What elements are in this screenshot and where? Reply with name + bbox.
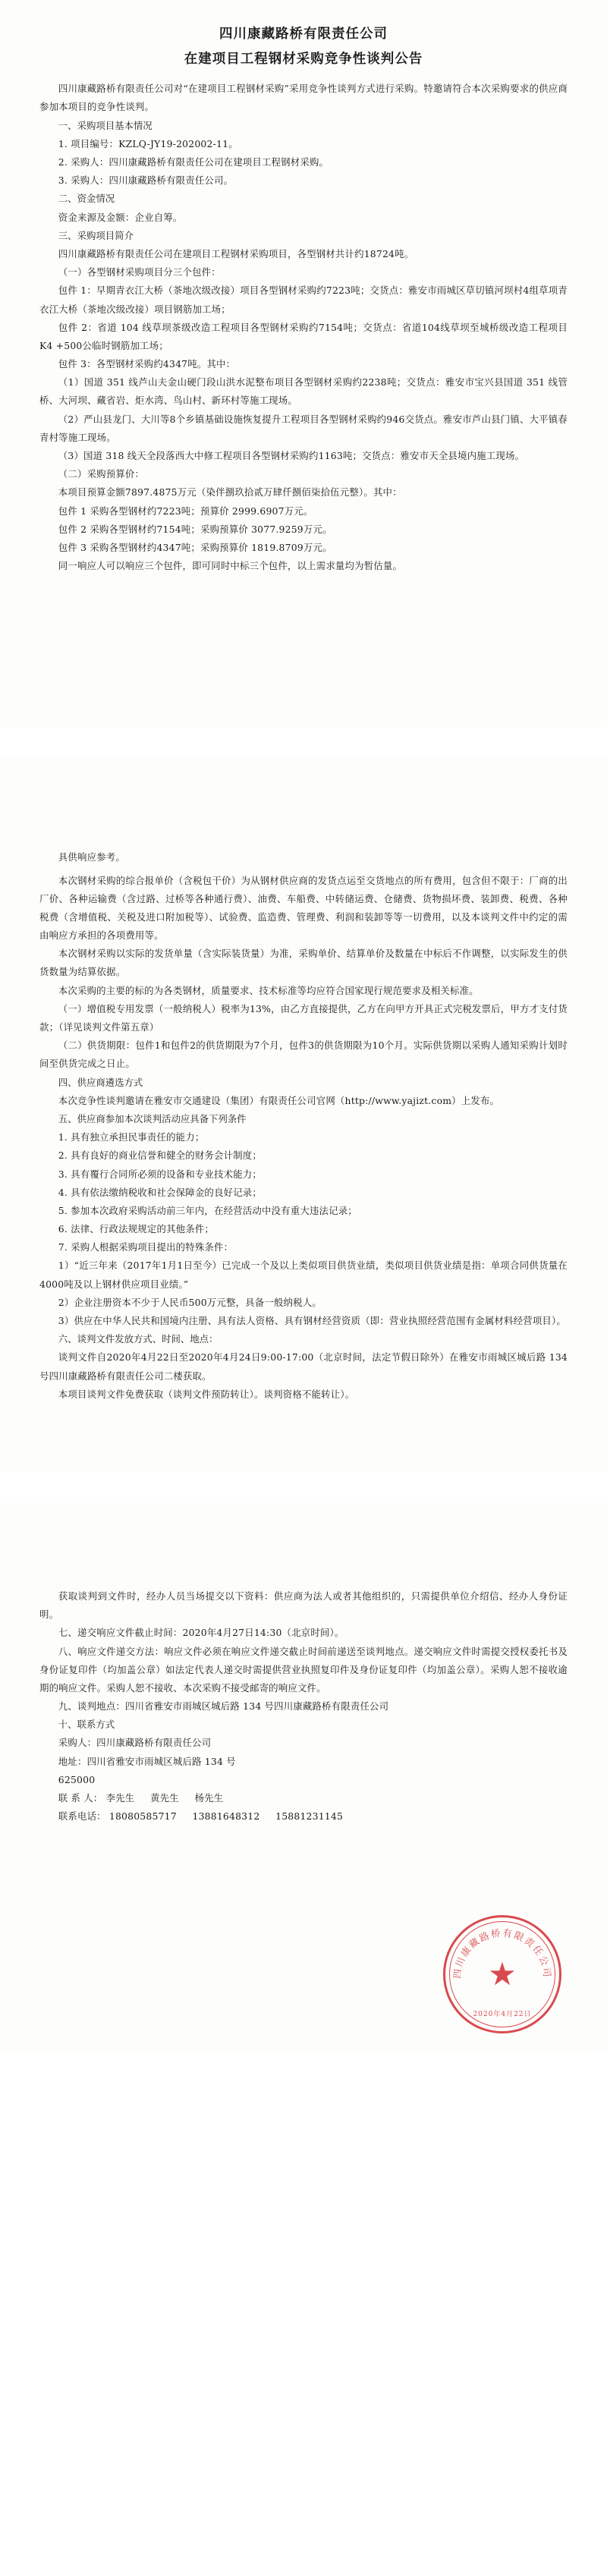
contact-name: 杨先生 (194, 1792, 224, 1804)
section-1-item: 3. 采购人：四川康藏路桥有限责任公司。 (58, 175, 234, 187)
section-7-deadline-value: 2020年4月27日14:30（北京时间）。 (182, 1627, 344, 1639)
phones-row (39, 1807, 568, 1826)
phone-number: 13881648312 (192, 1810, 260, 1823)
seal-top-text: 四川康藏路桥有限责任公司 (451, 1927, 554, 1980)
section-8-text: 响应文件必须在响应文件递交截止时间前递送至谈判地点。递交响应文件时需提交授权委托书及身份证复印件（均加盖公章）如法定代表人递交时需提供营业执照复印件及身份证复印件（均加盖公章）。采购人恕不接收逾期的响应文件。采购人恕不接收、本次采购不接受邮寄的响应文件。 (39, 1645, 568, 1694)
section-6-item: 2）企业注册资本不少于人民币500万元整，具备一般纳税人。 (58, 1296, 322, 1308)
company-seal-stamp (443, 1915, 561, 2033)
page-gap (0, 1472, 607, 1502)
section-9-line (39, 1697, 568, 1716)
section-3-sub1-item: 包件 2：省道 104 线草坝茶级改造工程项目各型钢材采购约7154吨；交货点：省道104线草坝至城桥级改造工程项目K4 +500公临时钢筋加工场； (39, 321, 568, 351)
section-6-intro: 7. 采购人根据采购项目提出的特殊条件： (58, 1241, 234, 1253)
section-6-item: 1）“近三年来（2017年1月1日至今）已完成一个及以上类似项目供货业绩，类似项目供货业绩是指：单项合同供货量在4000吨及以上钢材供应项目业绩。” (39, 1260, 568, 1290)
section-3-sub2-item: 本项目预算金额7897.4875万元（染伴捌玖拾贰万肆仟捌佰柒拾伍元整）。其中： (58, 486, 402, 499)
intro-paragraph: 四川康藏路桥有限责任公司对“在建项目工程钢材采购”采用竞争性谈判方式进行采购。特邀请符合本次采购要求的供应商参加本项目的竞争性谈判。 (39, 83, 568, 113)
section-3-sub1-item: （2）严山县龙门、大川等8个乡镇基础设施恢复提升工程项目各型钢材采购约946交货点。雅安市芦山县门镇、大平镇春青村等施工现场。 (39, 413, 568, 443)
section-9-text: 四川省雅安市雨城区城后路 134 号四川康藏路桥有限责任公司 (124, 1700, 389, 1713)
contact-line: 地址：四川省雅安市雨城区城后路 134 号 (58, 1755, 236, 1767)
section-5-heading: 五、供应商参加本次谈判活动应具备下列条件 (58, 1112, 247, 1124)
section-8-heading: 八、响应文件递交方法： (58, 1645, 165, 1657)
sheet-1 (0, 0, 607, 727)
section-3-sub2-item: 包件 3 采购各型钢材约4347吨；采购预算价 1819.8709万元。 (58, 541, 332, 553)
seal-arc-text (445, 1917, 559, 2031)
contacts-label: 联 系 人： (58, 1792, 103, 1804)
section-1-heading: 一、采购项目基本情况 (58, 119, 153, 131)
seal-star-icon: ★ (488, 1955, 517, 1993)
page2-paragraph-4: （一）增值税专用发票（一般纳税人）税率为13%，由乙方直接提供，乙方在向甲方开具正式完税发票后，甲方才支付货款；（详见谈判文件第五章） (39, 1002, 568, 1033)
section-5-item: 1. 具有独立承担民事责任的能力； (58, 1131, 205, 1143)
section-3-sub1-item: 包件 1：早期青衣江大桥（茶地次级改接）项目各型钢材采购约7223吨；交货点：雅安市雨城区草切镇河坝村4组草项青衣江大桥（茶地次级改接）项目钢筋加工场； (39, 285, 568, 315)
section-4-heading: 四、供应商遴选方式 (58, 1076, 143, 1088)
document-title-line-2: 在建项目工程钢材采购竞争性谈判公告 (184, 51, 423, 67)
document-title-line-1: 四川康藏路桥有限责任公司 (219, 27, 388, 42)
section-3-sub1-item: （3）国道 318 线天全段落西大中修工程项目各型钢材采购约1163吨；交货点：雅安市天全县境内施工现场。 (58, 450, 525, 461)
section-3-sub1-title: （一）各型钢材采购项目分三个包件： (58, 266, 221, 278)
section-3-sub1-item: 包件 3：各型钢材采购约4347吨。其中： (58, 358, 236, 370)
contact-line: 625000 (58, 1773, 96, 1785)
section-2-heading: 二、资金情况 (58, 193, 115, 205)
section-7-heading: 六、谈判文件发放方式、时间、地点： (58, 1333, 219, 1345)
page2-paragraph-3: 本次采购的主要的标的为各类钢材，质量要求、技术标准等均应符合国家现行规范要求及相关标准。 (58, 984, 479, 996)
section-5-item: 4. 具有依法缴纳税收和社会保障金的良好记录； (58, 1186, 262, 1198)
section-7-item: 本项目谈判文件免费获取（谈判文件预防转让）。谈判资格不能转让）。 (58, 1388, 355, 1400)
section-5-item: 5. 参加本次政府采购活动前三年内，在经营活动中没有重大违法记录； (58, 1204, 357, 1216)
contacts-row (39, 1789, 568, 1807)
section-3-sub1-item: （1）国道 351 线芦山夫金山硬门段山洪水泥整布项目各型钢材采购约2238吨；交货点：雅安市宝兴县国道 351 线管桥、大河坝、藏省岩、炬水湾、鸟山村、新环村等施工现场。 (39, 376, 568, 407)
section-3-sub2-item: 包件 2 采购各型钢材约7154吨；采购预算价 3077.9259万元。 (58, 523, 332, 535)
phone-number: 18080585717 (109, 1810, 177, 1823)
contact-name: 黄先生 (150, 1792, 179, 1804)
phone-number: 15881231145 (275, 1810, 344, 1823)
page2-paragraph-1: 本次钢材采购的综合报单价（含税包干价）为从钢材供应商的发货点运至交货地点的所有费用，包含但不限于：厂商的出厂价、各种运输费（含过路、过桥等各种通行费）、油费、车船费、中转储运费、仓储费、货物损坏费、装卸费、税费、各种税费（含增值税、关税及进口附加税等）、试验费、监造费、管理费、利润和装卸等等一切费用，以及本谈判文件中约定的需由响应方承担的各项费用等。 (39, 874, 568, 942)
section-3-heading: 三、采购项目简介 (58, 229, 134, 241)
page-gap (0, 727, 607, 757)
seal-inner-ring (449, 1921, 555, 2027)
section-5-item: 6. 法律、行政法规规定的其他条件； (58, 1223, 215, 1235)
sheet-3 (0, 1502, 607, 2053)
sheet-2 (0, 757, 607, 1472)
section-1-item: 1. 项目编号：KZLQ-JY19-202002-11。 (58, 137, 238, 149)
page2-paragraph-2: 本次钢材采购以实际的发货单量（含实际装货量）为准，采购单价、结算单价及数量在中标后不作调整，以实际发生的供货数量为结算依据。 (39, 948, 568, 978)
section-7-deadline-line (39, 1624, 568, 1642)
section-3-sub2-title: （二）采购预算价： (58, 468, 145, 480)
page3-paragraph-1: 获取谈判到文件时，经办人员当场提交以下资料：供应商为法人或者其他组织的，只需提供单位介绍信、经办人身份证明。 (39, 1590, 568, 1621)
section-1-item: 2. 采购人：四川康藏路桥有限责任公司在建项目工程钢材采购。 (58, 156, 329, 168)
page2-note: 具供响应参考。 (58, 851, 125, 863)
contact-name: 李先生 (105, 1792, 135, 1804)
svg-text:四川康藏路桥有限责任公司 (451, 1927, 554, 1980)
section-10-heading: 十、联系方式 (58, 1719, 115, 1731)
section-3-sub2-item: 包件 1 采购各型钢材约7223吨；预算价 2999.6907万元。 (58, 505, 313, 517)
section-5-item: 3. 具有覆行合同所必须的设备和专业技术能力； (58, 1168, 262, 1180)
seal-bottom-text: 2020年4月22日 (473, 2011, 532, 2019)
section-9-heading: 九、谈判地点： (58, 1700, 125, 1713)
section-2-item: 资金来源及金额：企业自筹。 (58, 211, 183, 223)
section-7-deadline-heading: 七、递交响应文件截止时间： (58, 1627, 183, 1639)
section-4-intro: 本次竞争性谈判邀请在雅安市交通建设（集团）有限责任公司官网（http://www.yajizt.com）上发布。 (58, 1094, 500, 1106)
section-7-item: 谈判文件自2020年4月22日至2020年4月24日9:00-17:00（北京时间，法定节假日除外）在雅安市雨城区城后路 134 号四川康藏路桥有限责任公司二楼获取。 (39, 1351, 568, 1382)
section-3-sub2-item: 同一响应人可以响应三个包件，即可同时中标三个包件，以上需求量均为暂估量。 (58, 560, 403, 572)
phones-label: 联系电话： (58, 1810, 106, 1823)
page2-paragraph-5: （二）供货期限：包件1和包件2的供货期限为7个月，包件3的供货期限为10个月。实际供货期以采购人通知采购计划时间至供货完成之日止。 (39, 1040, 568, 1070)
section-8-line (39, 1643, 568, 1698)
section-6-item: 3）供应在中华人民共和国境内注册、具有法人资格、具有钢材经营资质（即：营业执照经营范围有金属材料经营项目）。 (58, 1315, 566, 1326)
section-3-intro: 四川康藏路桥有限责任公司在建项目工程钢材采购项目，各型钢材共计约18724吨。 (58, 247, 414, 259)
section-5-item: 2. 具有良好的商业信誉和健全的财务会计制度； (58, 1150, 262, 1162)
contact-line: 采购人：四川康藏路桥有限责任公司 (58, 1737, 212, 1749)
